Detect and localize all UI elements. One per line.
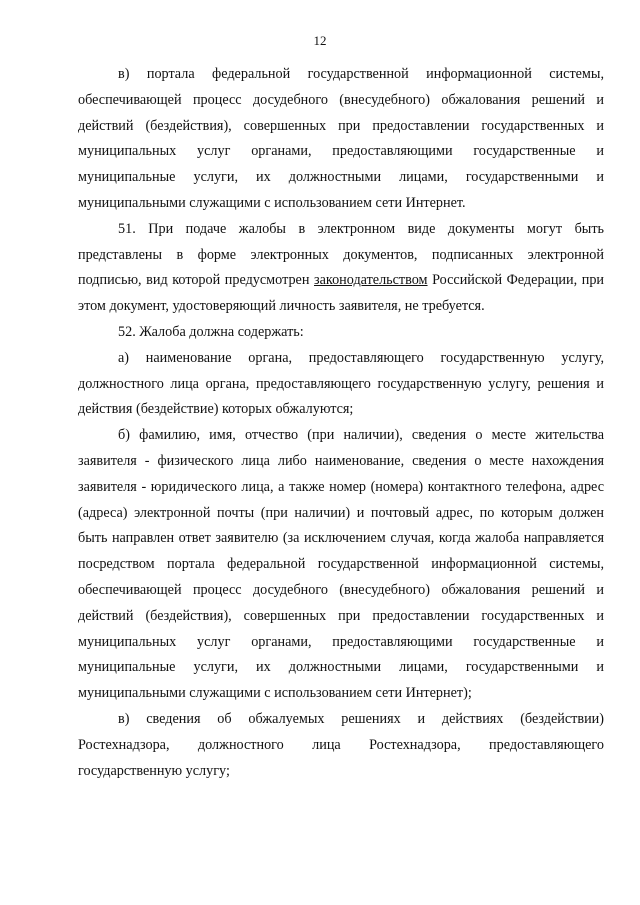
paragraph-52-v: в) сведения об обжалуемых решениях и действиях (бездействии) Ростехнадзора, должностного лица Ростехнадзора, предоставляющего государственную услугу;: [78, 710, 604, 779]
paragraph-51: [78, 217, 604, 320]
paragraph-52: 52. Жалоба должна содержать:: [118, 323, 304, 340]
page-number: 12: [313, 33, 327, 48]
legislation-link[interactable]: законодательством: [314, 272, 428, 289]
paragraph-52-a: а) наименование органа, предоставляющего государственную услугу, должностного лица органа, предоставляющего государственную услугу, решения и действия (бездействие) которых обжалуются;: [78, 349, 604, 418]
paragraph-v-portal: в) портала федеральной государственной информационной системы, обеспечивающей процесс досудебного (внесудебного) обжалования решений и действий (бездействия), совершенных при предоставлении государственных и муниципальных услуг органами, предоставляющими государственные и муниципальные услуги, их должностными лицами, государственными и муниципальными служащими с использованием сети Интернет.: [78, 66, 604, 211]
paragraph-52-b: б) фамилию, имя, отчество (при наличии), сведения о месте жительства заявителя - физического лица либо наименование, сведения о месте нахождения заявителя - юридического лица, а также номер (номера) контактного телефона, адрес (адреса) электронной почты (при наличии) и почтовый адрес, по которым должен быть направлен ответ заявителю (за исключением случая, когда жалоба направляется посредством портала федеральной государственной информационной системы, обеспечивающей процесс досудебного (внесудебного) обжалования решений и действий (бездействия), совершенных при предоставлении государственных и муниципальных услуг органами, предоставляющими государственные и муниципальные услуги, их должностными лицами, государственными и муниципальными служащими с использованием сети Интернет);: [78, 427, 604, 702]
document-body: [78, 62, 604, 784]
paragraph-51-start: 51. При подаче жалобы в электронном виде документы могут быть представлены в форме электронных документов, подписанных электронной подписью, вид которой предусмотрен: [78, 220, 604, 289]
paragraph-51-end: Российской Федерации, при этом документ, удостоверяющий личность заявителя, не требуется.: [78, 272, 605, 315]
